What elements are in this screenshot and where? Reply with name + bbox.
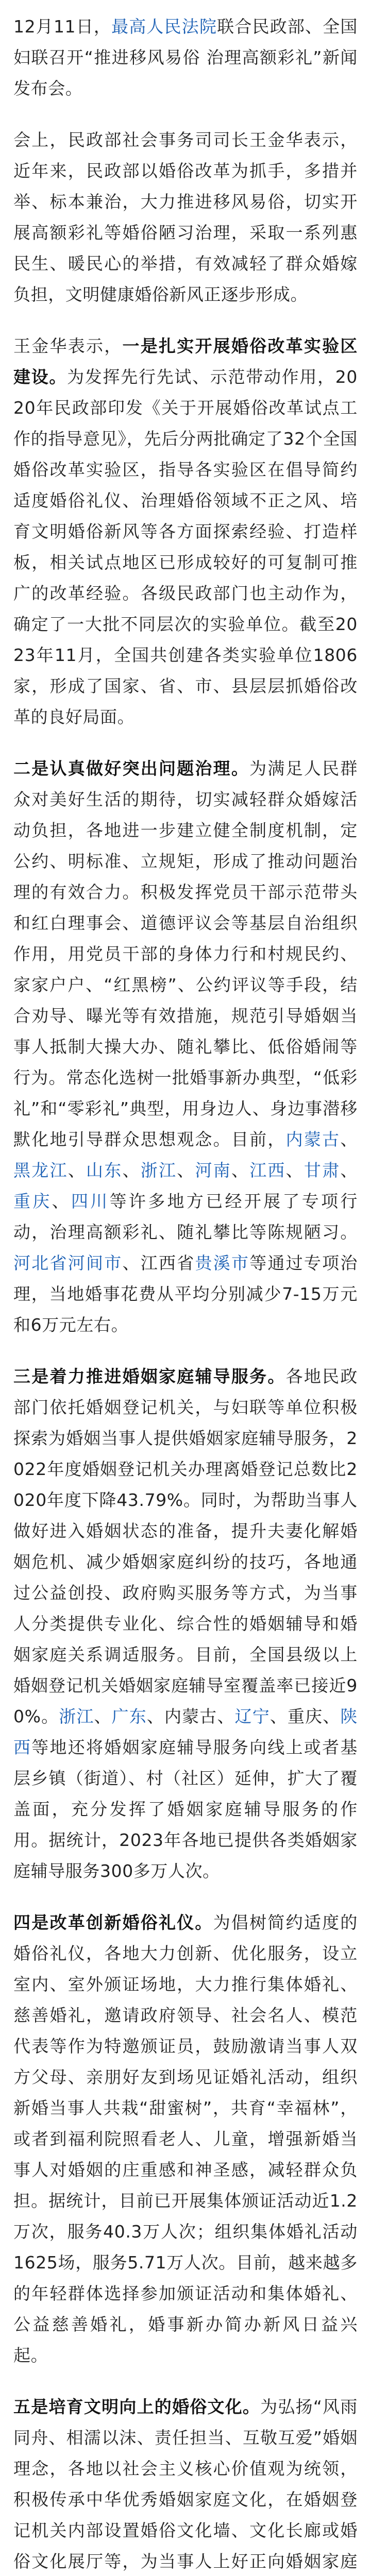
text: 会上，民政部社会事务司司长王金华表示，近年来，民政部以婚俗改革为抓手，多措并举、标本兼治，大力推进移风易俗，切实开展高额彩礼等婚俗陋习治理，采取一系列惠民生、暖民心的举措，有效减轻了群众婚嫁负担，文明健康婚俗新风正逐步形成。	[13, 130, 358, 304]
paragraph-point-4	[13, 1907, 358, 2371]
region-link-sichuan[interactable]: 四川	[71, 1191, 110, 1211]
region-link-jiangxi[interactable]: 江西	[249, 1160, 286, 1180]
separator: 、	[68, 1160, 86, 1180]
region-link-liaoning[interactable]: 辽宁	[234, 1706, 270, 1726]
paragraph-point-5	[13, 2392, 358, 2576]
point-heading: 五是培育文明向上的婚俗文化。	[13, 2397, 261, 2417]
separator: 、	[177, 1160, 195, 1180]
point-heading: 四是改革创新婚俗礼仪。	[13, 1912, 213, 1933]
separator: 、	[231, 1160, 250, 1180]
text: 等许多地方已经开展了专项行动，治理高额彩礼、随礼攀比等陈规陋习。	[13, 1191, 358, 1242]
separator: 、	[94, 1706, 112, 1726]
text: 等通过专项治理，当地婚事花费从平均分别减少7-15万元和6万元左右。	[13, 1253, 358, 1335]
text: 为倡树简约适度的婚俗礼仪，各地大力创新、优化服务，设立室内、室外颁证场地，大力推行集体婚礼、慈善婚礼，邀请政府领导、社会名人、模范代表等作为特邀颁证员，鼓励激请当事人双方父母、亲朋好友到场见证婚礼活动，组织新婚当事人共栽“甜蜜树”，共育“幸福林”，或者到福利院照看老人、儿童，增强新婚当事人对婚姻的庄重感和神圣感，减轻群众负担。据统计，目前已开展集体颁证活动近1.2万次，服务40.3万人次；组织集体婚礼活动1625场，服务5.71万人次。目前，越来越多的年轻群体选择参加颁证活动和集体婚礼、公益慈善婚礼，婚事新办简办新风日益兴起。	[13, 1912, 358, 2365]
text: 为满足人民群众对美好生活的期待，切实减轻群众婚嫁活动负担，各地进一步建立健全制度机制，定公约、明标准、立规矩，形成了推动问题治理的有效合力。积极发挥党员干部示范带头和红白理事会、道德评议会等基层自治组织作用，用党员干部的身体力行和村规民约、家家户户、“红黑榜”、公约评议等手段，结合劝导、曝光等有效措施，规范引导婚姻当事人抵制大操大办、随礼攀比、低俗婚闹等行为。常态化选树一批婚事新办典型，“低彩礼”和“零彩礼”典型，用身边人、身边事潜移默化地引导群众思想观念。目前，	[13, 758, 358, 1149]
region-link-zhejiang[interactable]: 浙江	[59, 1706, 94, 1726]
region-link-chongqing[interactable]: 重庆	[13, 1191, 52, 1211]
paragraph-point-2	[13, 753, 358, 1341]
separator: 、	[217, 1706, 235, 1726]
separator: 、	[122, 1160, 141, 1180]
region-link-hejian[interactable]: 河北省河间市	[13, 1253, 123, 1273]
text: 等地还将婚姻家庭辅导服务向线上或者基层乡镇（街道）、村（社区）延伸，扩大了覆盖面，充分发挥了婚姻家庭辅导服务的作用。据统计，2023年各地已提供各类婚姻家庭辅导服务300多万人次。	[13, 1737, 358, 1881]
region-link-guixi[interactable]: 贵溪市	[195, 1253, 250, 1273]
paragraph-point-1	[13, 331, 358, 733]
region-link-henan[interactable]: 河南	[195, 1160, 231, 1180]
text: 王金华表示，	[13, 336, 123, 356]
separator: 、	[285, 1160, 304, 1180]
region-link-heilongjiang[interactable]: 黑龙江	[13, 1160, 68, 1180]
separator: 、	[340, 1160, 358, 1180]
text: 12月11日，	[13, 16, 112, 37]
court-link[interactable]: 最高人民法院	[111, 16, 217, 37]
text: 各地民政部门依托婚姻登记机关，与妇联等单位积极探索为婚姻当事人提供婚姻家庭辅导服务，2022年度婚姻登记机关办理离婚登记总数比2020年度下降43.79%。同时，为帮助当事人做好进入婚姻状态的准备，提升夫妻化解婚姻危机、减少婚姻家庭纠纷的技巧，各地通过公益创投、政府购买服务等方式，为当事人分类提供专业化、综合性的婚姻辅导和婚姻家庭关系调适服务。目前，全国县级以上婚姻登记机关婚姻家庭辅导室覆盖率已接近90%。	[13, 1366, 358, 1726]
region-inner-mongolia: 内蒙古	[164, 1706, 217, 1726]
text: 、江西省	[122, 1253, 195, 1273]
point-heading: 一是扎实开展婚俗改革实验区建设。	[13, 336, 358, 387]
region-link-shandong[interactable]: 山东	[86, 1160, 123, 1180]
separator: 、	[269, 1706, 288, 1726]
separator: 、	[52, 1191, 71, 1211]
region-chongqing: 重庆	[287, 1706, 323, 1726]
separator: 、	[323, 1706, 341, 1726]
region-link-zhejiang[interactable]: 浙江	[140, 1160, 177, 1180]
region-link-gansu[interactable]: 甘肃	[303, 1160, 341, 1180]
separator: 、	[146, 1706, 165, 1726]
region-link-guangdong[interactable]: 广东	[111, 1706, 147, 1726]
separator: 、	[340, 1129, 358, 1149]
point-heading: 二是认真做好突出问题治理。	[13, 758, 250, 778]
paragraph-statement	[13, 125, 358, 310]
paragraph-intro	[13, 11, 358, 104]
paragraph-point-3	[13, 1361, 358, 1887]
region-link-inner-mongolia[interactable]: 内蒙古	[285, 1129, 341, 1149]
text: 为弘扬“风雨同舟、相濡以沫、责任担当、互敬互爱”婚姻理念，各地以社会主义核心价值观为统领，积极传承中华优秀婚姻家庭文化，在婚姻登记机关内部设置婚俗文化墙、文化长廊或婚俗文化展厅等，为当事人上好正向婚姻家庭	[13, 2397, 358, 2571]
region-link-shaanxi[interactable]: 陕西	[13, 1706, 358, 1757]
text: 为发挥先行先试、示范带动作用，2020年民政部印发《关于开展婚俗改革试点工作的指导意见》，先后分两批确定了32个全国婚俗改革实验区，指导各实验区在倡导简约适度婚俗礼仪、治理婚俗领域不正之风、培育文明婚俗新风等各方面探索经验、打造样板，相关试点地区已形成较好的可复制可推广的改革经验。各级民政部门也主动作为，确定了一大批不同层次的实验单位。截至2023年11月，全国共创建各类实验单位1806家，形成了国家、省、市、县层层抓婚俗改革的良好局面。	[13, 367, 358, 727]
point-heading: 三是着力推进婚姻家庭辅导服务。	[13, 1366, 286, 1386]
text: 联合民政部、全国妇联召开“推进移风易俗 治理高额彩礼”新闻发布会。	[13, 16, 358, 98]
